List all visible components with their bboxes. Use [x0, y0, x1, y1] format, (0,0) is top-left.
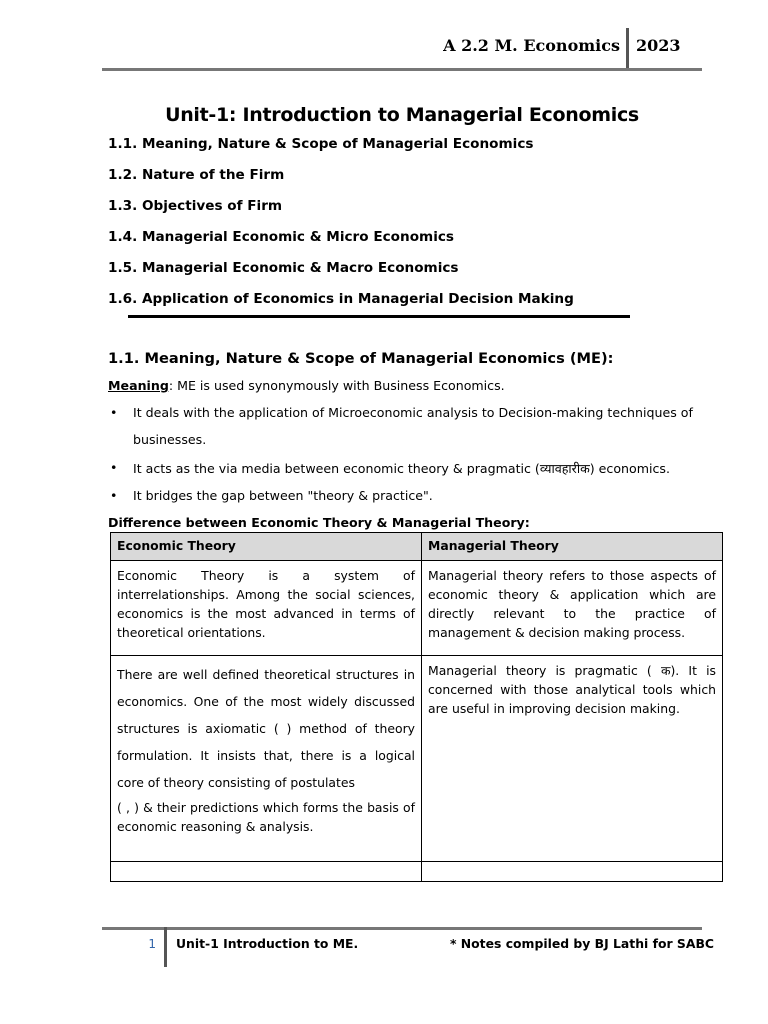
page-number: 1 [148, 937, 156, 951]
section-heading: 1.1. Meaning, Nature & Scope of Managerial Economics (ME): [108, 350, 614, 367]
meaning-text: : ME is used synonymously with Business Economics. [168, 378, 505, 393]
header-rule [102, 68, 702, 71]
toc-item-1-2: 1.2. Nature of the Firm [108, 167, 285, 183]
header-year: 2023 [636, 36, 681, 55]
table-cell-managerial [422, 561, 723, 656]
toc-item-1-1: 1.1. Meaning, Nature & Scope of Managerial Economics [108, 136, 534, 152]
bullet-icon: • [110, 460, 118, 475]
bullet-text-1: It deals with the application of Microeconomic analysis to Decision-making techniques of [133, 405, 693, 420]
table-cell-managerial [422, 656, 723, 862]
header-title: A 2.2 M. Economics [443, 36, 620, 55]
meaning-line [108, 378, 505, 393]
table-row [111, 656, 723, 862]
footer-note: * Notes compiled by BJ Lathi for SABC [450, 936, 714, 951]
bullet-icon: • [110, 488, 118, 503]
column-header-managerial: Managerial Theory [422, 533, 723, 561]
table-cell-economic [111, 862, 422, 882]
table-cell-economic [111, 656, 422, 862]
bullet-text-3: It bridges the gap between "theory & practice". [133, 488, 433, 503]
difference-table [110, 532, 723, 882]
cell-text: There are well defined theoretical structures in economics. One of the most widely discussed structures is axiomatic ( ) method of theory formulation. It insists that, there is a logical core of theory consisting of postulates [117, 667, 415, 790]
footer-rule [102, 927, 702, 930]
table-row-empty [111, 862, 723, 882]
cell-text: Managerial theory refers to those aspects of economic theory & application which are directly relevant to the practice of management & decision making process. [428, 568, 716, 640]
footer-divider [164, 927, 167, 967]
toc-item-1-6: 1.6. Application of Economics in Managerial Decision Making [108, 291, 574, 307]
footer-unit: Unit-1 Introduction to ME. [176, 936, 359, 951]
table-header-row [111, 533, 723, 561]
column-header-economic: Economic Theory [111, 533, 422, 561]
toc-divider [128, 315, 630, 318]
bullet-text-2: It acts as the via media between economic theory & pragmatic (व्यावहारीक) economics. [133, 461, 670, 476]
meaning-label: Meaning [108, 378, 169, 393]
table-row [111, 561, 723, 656]
toc-item-1-4: 1.4. Managerial Economic & Micro Economics [108, 229, 455, 245]
table-cell-economic [111, 561, 422, 656]
unit-title: Unit-1: Introduction to Managerial Economics [165, 104, 639, 126]
cell-text: Economic Theory is a system of interrelationships. Among the social sciences, economics is the most advanced in terms of theoretical orientations. [117, 568, 415, 640]
table-cell-managerial [422, 862, 723, 882]
cell-text-cont: ( , ) & their predictions which forms the basis of economic reasoning & analysis. [117, 800, 415, 834]
cell-text: Managerial theory is pragmatic ( क). It is concerned with those analytical tools which are useful in improving decision making. [428, 663, 716, 716]
toc-item-1-5: 1.5. Managerial Economic & Macro Economics [108, 260, 459, 276]
difference-heading: Difference between Economic Theory & Managerial Theory: [108, 515, 530, 530]
header-divider [626, 28, 629, 70]
bullet-icon: • [110, 405, 118, 420]
toc-item-1-3: 1.3. Objectives of Firm [108, 198, 283, 214]
bullet-text-1-cont: businesses. [133, 432, 207, 447]
